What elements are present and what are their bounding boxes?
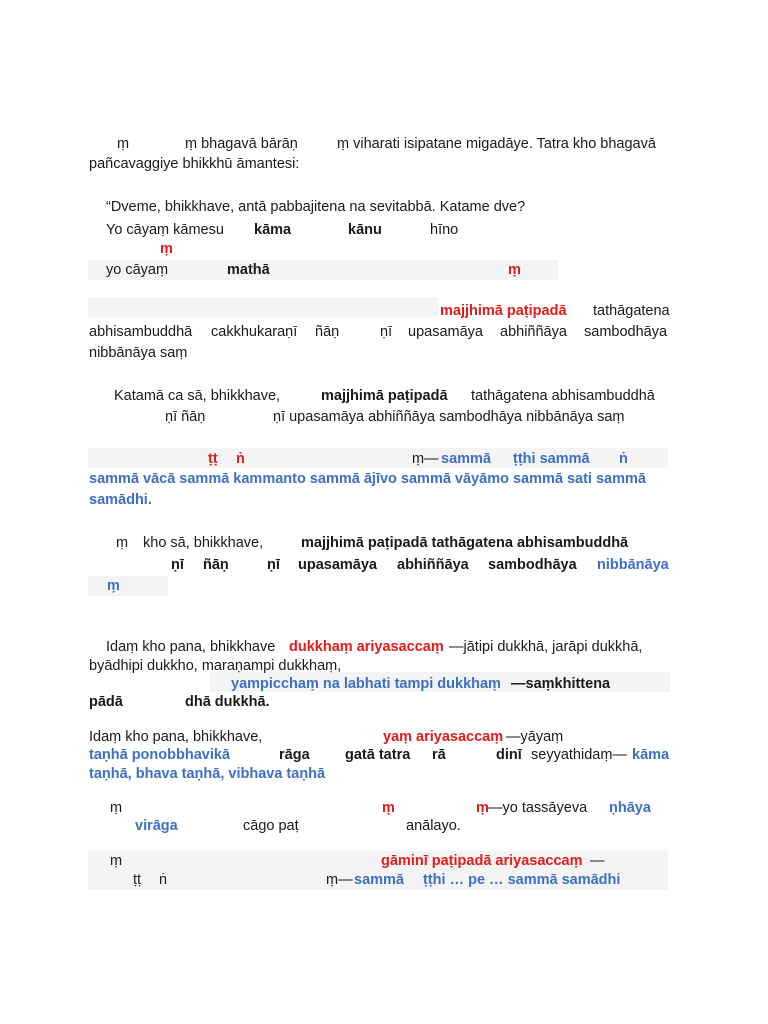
text-fragment: sambodhāya: [584, 324, 668, 340]
text-fragment: rā: [432, 747, 446, 763]
highlight-band: [88, 297, 438, 317]
text-line: sammā vācā sammā kammanto sammā ājīvo sammā vāyāmo sammā sati sammā: [89, 471, 646, 487]
text-fragment: tathāgatena abhisambuddhā: [471, 388, 655, 404]
text-fragment: kānu: [348, 222, 382, 238]
text-fragment: ñāṇ: [203, 557, 229, 573]
text-fragment: abhiññāya: [397, 557, 469, 573]
text-fragment: —yo tassāyeva: [488, 800, 588, 816]
text-fragment: —saṃkhittena: [511, 676, 611, 692]
text-line: nibbānāya saṃ: [89, 345, 188, 361]
text-fragment: ṃ: [116, 535, 129, 551]
text-fragment: hīno: [430, 222, 459, 238]
text-fragment: sammā: [441, 451, 491, 467]
text-fragment: cāgo paṭ: [243, 818, 299, 834]
text-fragment: majjhimā paṭipadā: [440, 303, 567, 319]
text-fragment: dukkhaṃ ariyasaccaṃ: [289, 639, 444, 655]
text-fragment: ṃ: [508, 262, 521, 278]
text-fragment: ṭṭ: [133, 872, 142, 888]
text-fragment: ṃ: [110, 853, 123, 869]
text-fragment: nibbānāya: [597, 557, 669, 573]
text-fragment: ṇhāya: [609, 800, 651, 816]
text-fragment: —jātipi dukkhā, jarāpi dukkhā,: [449, 639, 643, 655]
text-fragment: ṃ: [110, 800, 123, 816]
text-fragment: ṅ: [159, 872, 168, 888]
text-fragment: ṇī: [380, 324, 393, 340]
text-line: byādhipi dukkho, maraṇampi dukkhaṃ,: [89, 658, 342, 674]
text-fragment: seyyathidaṃ—: [531, 747, 627, 763]
text-fragment: dhā dukkhā.: [185, 694, 270, 710]
text-fragment: ṅ: [619, 451, 628, 467]
text-fragment: yampicchaṃ na labhati tampi dukkhaṃ: [231, 676, 501, 692]
text-fragment: abhisambuddhā: [89, 324, 193, 340]
text-fragment: ṇī: [171, 557, 184, 573]
text-fragment: majjhimā paṭipadā: [321, 388, 448, 404]
text-fragment: Yo cāyaṃ kāmesu: [106, 222, 224, 238]
text-fragment: majjhimā paṭipadā tathāgatena abhisambuddhā: [301, 535, 629, 551]
text-fragment: ṇī: [267, 557, 280, 573]
text-fragment: ṭṭhi sammā: [513, 451, 590, 467]
text-fragment: dinī: [496, 747, 522, 763]
text-fragment: taṇhā ponobbhavikā: [89, 747, 230, 763]
text-fragment: ṃ: [117, 136, 130, 152]
text-fragment: kāma: [632, 747, 670, 763]
text-fragment: ṃ bhagavā bārāṇ: [185, 136, 298, 152]
text-line: pañcavaggiye bhikkhū āmantesi:: [89, 156, 300, 172]
text-fragment: ṇī upasamāya abhiññāya sambodhāya nibbānāya saṃ: [273, 409, 625, 425]
text-fragment: Idaṃ kho pana, bhikkhave,: [89, 729, 263, 745]
text-fragment: kho sā, bhikkhave,: [143, 535, 264, 551]
text-fragment: ṭṭ: [208, 451, 218, 467]
text-fragment: upasamāya: [408, 324, 483, 340]
text-fragment: ṭṭhi … pe … sammā samādhi: [423, 872, 621, 888]
text-line: “Dveme, bhikkhave, antā pabbajitena na sevitabbā. Katame dve?: [106, 199, 526, 215]
text-fragment: Idaṃ kho pana, bhikkhave: [106, 639, 276, 655]
text-fragment: upasamāya: [298, 557, 377, 573]
text-fragment: tathāgatena: [593, 303, 670, 319]
text-fragment: ṃ viharati isipatane migadāye. Tatra kho bhagavā: [337, 136, 656, 152]
text-fragment: virāga: [135, 818, 178, 834]
text-fragment: ṅ: [236, 451, 245, 467]
text-fragment: ṇī ñāṇ: [165, 409, 206, 425]
text-fragment: anālayo.: [406, 818, 461, 834]
text-fragment: sammā: [354, 872, 404, 888]
text-fragment: ñāṇ: [315, 324, 340, 340]
text-fragment: sambodhāya: [488, 557, 577, 573]
text-fragment: ṃ: [382, 800, 395, 816]
text-fragment: ṃ—: [326, 872, 353, 888]
text-fragment: —: [590, 853, 605, 869]
text-fragment: ṃ: [476, 800, 489, 816]
text-line: taṇhā, bhava taṇhā, vibhava taṇhā: [89, 766, 326, 782]
text-fragment: ṃ: [160, 241, 173, 257]
text-fragment: gāminī paṭipadā ariyasaccaṃ: [381, 853, 583, 869]
text-fragment: yo cāyaṃ: [106, 262, 169, 278]
text-line: samādhi.: [89, 492, 152, 508]
text-fragment: gatā tatra: [345, 747, 411, 763]
text-fragment: rāga: [279, 747, 310, 763]
text-fragment: ṃ—: [412, 451, 439, 467]
text-fragment: yaṃ ariyasaccaṃ: [383, 729, 504, 745]
text-fragment: —yāyaṃ: [506, 729, 564, 745]
text-fragment: mathā: [227, 262, 270, 278]
text-fragment: Katamā ca sā, bhikkhave,: [114, 388, 281, 404]
text-fragment: pādā: [89, 694, 123, 710]
text-fragment: kāma: [254, 222, 292, 238]
text-fragment: abhiññāya: [500, 324, 567, 340]
text-fragment: ṃ: [107, 578, 120, 594]
highlight-band: [88, 576, 168, 596]
text-fragment: cakkhukaraṇī: [211, 324, 298, 340]
